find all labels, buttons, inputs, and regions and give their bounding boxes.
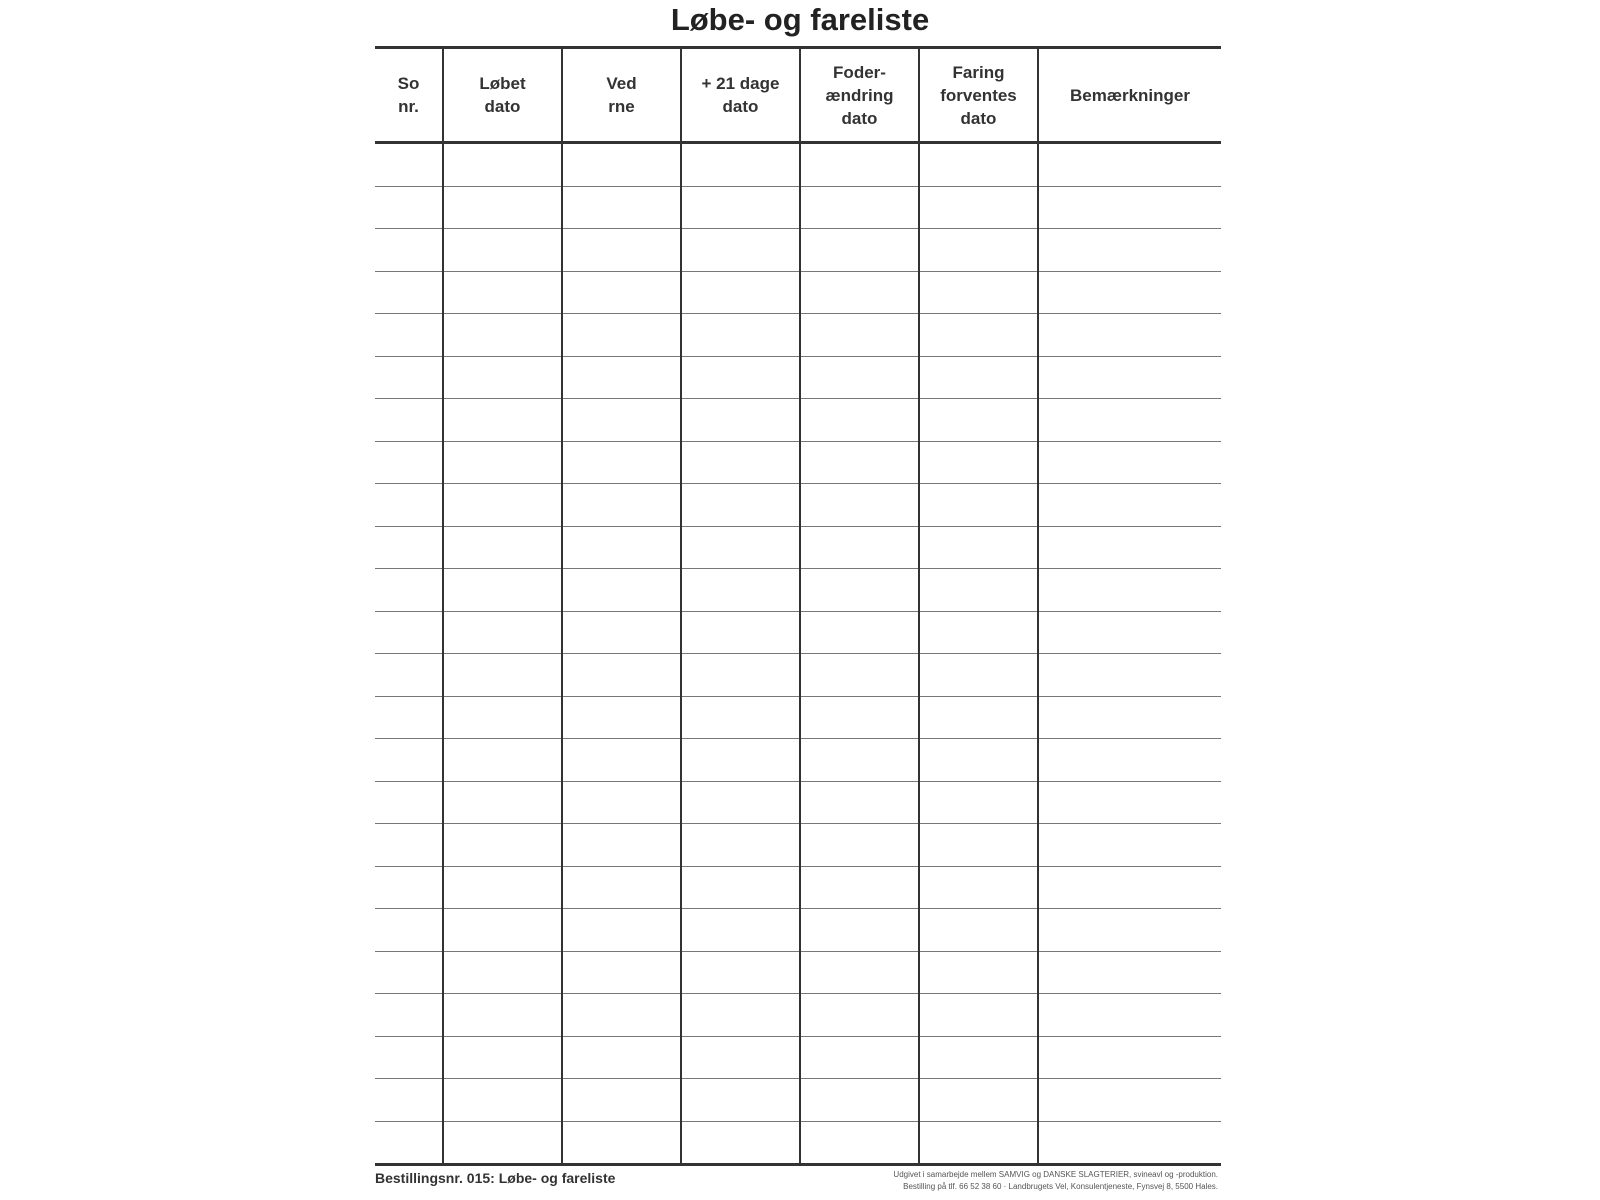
entry-cell[interactable] [919, 866, 1038, 909]
entry-cell[interactable] [562, 866, 681, 909]
entry-cell[interactable] [443, 654, 562, 697]
entry-cell[interactable] [800, 526, 919, 569]
entry-cell[interactable] [375, 441, 443, 484]
entry-cell[interactable] [375, 399, 443, 442]
table-row [375, 1121, 1221, 1165]
entry-cell[interactable] [443, 229, 562, 272]
table-row [375, 441, 1221, 484]
entry-cell[interactable] [800, 143, 919, 187]
entry-cell[interactable] [443, 781, 562, 824]
entry-cell[interactable] [800, 569, 919, 612]
table-row [375, 1036, 1221, 1079]
table-row [375, 909, 1221, 952]
entry-cell[interactable] [919, 526, 1038, 569]
entry-cell[interactable] [681, 824, 800, 867]
entry-cell[interactable] [443, 526, 562, 569]
entry-cell[interactable] [800, 739, 919, 782]
entry-cell[interactable] [800, 781, 919, 824]
entry-cell[interactable] [919, 229, 1038, 272]
entry-cell[interactable] [681, 356, 800, 399]
entry-cell[interactable] [562, 1079, 681, 1122]
entry-cell[interactable] [919, 611, 1038, 654]
entry-cell[interactable] [681, 696, 800, 739]
entry-cell[interactable] [919, 356, 1038, 399]
entry-cell[interactable] [443, 186, 562, 229]
entry-cell[interactable] [562, 1036, 681, 1079]
entry-cell[interactable] [919, 951, 1038, 994]
entry-cell[interactable] [681, 441, 800, 484]
entry-cell[interactable] [919, 1079, 1038, 1122]
entry-cell[interactable] [375, 526, 443, 569]
entry-cell[interactable] [443, 569, 562, 612]
entry-cell[interactable] [1038, 569, 1221, 612]
entry-cell[interactable] [681, 484, 800, 527]
entry-cell[interactable] [562, 611, 681, 654]
entry-cell[interactable] [919, 569, 1038, 612]
entry-cell[interactable] [681, 654, 800, 697]
entry-cell[interactable] [919, 1121, 1038, 1165]
entry-cell[interactable] [1038, 866, 1221, 909]
column-header-faring-forventes-dato: Faring forventes dato [919, 49, 1038, 143]
entry-cell[interactable] [800, 484, 919, 527]
entry-cell[interactable] [681, 1079, 800, 1122]
entry-cell[interactable] [919, 696, 1038, 739]
entry-cell[interactable] [562, 526, 681, 569]
entry-cell[interactable] [375, 951, 443, 994]
entry-cell[interactable] [800, 909, 919, 952]
entry-cell[interactable] [919, 909, 1038, 952]
entry-cell[interactable] [681, 611, 800, 654]
column-header-foderaendring-dato: Foder- ændring dato [800, 49, 919, 143]
entry-cell[interactable] [375, 994, 443, 1037]
entry-cell[interactable] [375, 909, 443, 952]
entry-cell[interactable] [1038, 186, 1221, 229]
entry-cell[interactable] [375, 186, 443, 229]
column-header-bemaerkninger: Bemærkninger [1038, 49, 1221, 143]
breeding-table [375, 49, 1221, 1166]
entry-cell[interactable] [562, 951, 681, 994]
entry-cell[interactable] [800, 994, 919, 1037]
entry-cell[interactable] [1038, 314, 1221, 357]
entry-cell[interactable] [681, 909, 800, 952]
entry-cell[interactable] [443, 441, 562, 484]
entry-cell[interactable] [800, 229, 919, 272]
entry-cell[interactable] [562, 229, 681, 272]
table-row [375, 186, 1221, 229]
entry-cell[interactable] [443, 143, 562, 187]
entry-cell[interactable] [443, 1121, 562, 1165]
entry-cell[interactable] [1038, 909, 1221, 952]
entry-cell[interactable] [375, 654, 443, 697]
entry-cell[interactable] [800, 356, 919, 399]
entry-cell[interactable] [919, 441, 1038, 484]
entry-cell[interactable] [1038, 1036, 1221, 1079]
entry-cell[interactable] [375, 143, 443, 187]
entry-cell[interactable] [375, 739, 443, 782]
entry-cell[interactable] [562, 1121, 681, 1165]
entry-cell[interactable] [800, 611, 919, 654]
table-row [375, 824, 1221, 867]
entry-cell[interactable] [443, 1036, 562, 1079]
entry-cell[interactable] [375, 1079, 443, 1122]
entry-cell[interactable] [800, 696, 919, 739]
entry-cell[interactable] [375, 356, 443, 399]
entry-cell[interactable] [800, 866, 919, 909]
entry-cell[interactable] [562, 824, 681, 867]
entry-cell[interactable] [375, 866, 443, 909]
entry-cell[interactable] [562, 271, 681, 314]
entry-cell[interactable] [681, 994, 800, 1037]
entry-cell[interactable] [919, 1036, 1038, 1079]
entry-cell[interactable] [919, 739, 1038, 782]
entry-cell[interactable] [681, 569, 800, 612]
entry-cell[interactable] [681, 866, 800, 909]
entry-cell[interactable] [919, 484, 1038, 527]
entry-cell[interactable] [800, 1121, 919, 1165]
entry-cell[interactable] [375, 1036, 443, 1079]
credit-line-2: Bestilling på tlf. 66 52 38 60 · Landbrugets Vel, Konsulentjeneste, Fynsvej 8, 5500 Hales. [903, 1182, 1218, 1191]
entry-cell[interactable] [443, 696, 562, 739]
entry-cell[interactable] [562, 909, 681, 952]
table-row [375, 951, 1221, 994]
entry-cell[interactable] [681, 951, 800, 994]
publisher-credit [740, 1169, 1218, 1193]
column-header-so-nr: So nr. [375, 49, 443, 143]
entry-cell[interactable] [562, 696, 681, 739]
entry-cell[interactable] [800, 441, 919, 484]
entry-cell[interactable] [919, 824, 1038, 867]
table-row [375, 526, 1221, 569]
entry-cell[interactable] [1038, 356, 1221, 399]
entry-cell[interactable] [562, 314, 681, 357]
column-header-ved-orne: Ved rne [562, 49, 681, 143]
table-row [375, 484, 1221, 527]
table-row [375, 696, 1221, 739]
entry-cell[interactable] [443, 356, 562, 399]
entry-cell[interactable] [919, 314, 1038, 357]
entry-cell[interactable] [1038, 271, 1221, 314]
entry-cell[interactable] [375, 1121, 443, 1165]
table-row [375, 271, 1221, 314]
table-row [375, 143, 1221, 187]
column-header-lobet-dato: Løbet dato [443, 49, 562, 143]
entry-cell[interactable] [562, 781, 681, 824]
table-row [375, 399, 1221, 442]
table-row [375, 611, 1221, 654]
entry-cell[interactable] [562, 739, 681, 782]
entry-cell[interactable] [1038, 824, 1221, 867]
entry-cell[interactable] [443, 271, 562, 314]
entry-cell[interactable] [443, 314, 562, 357]
entry-cell[interactable] [1038, 611, 1221, 654]
entry-cell[interactable] [375, 569, 443, 612]
entry-cell[interactable] [800, 271, 919, 314]
column-header-21-dage-dato: + 21 dage dato [681, 49, 800, 143]
entry-cell[interactable] [919, 654, 1038, 697]
entry-cell[interactable] [1038, 994, 1221, 1037]
entry-cell[interactable] [375, 696, 443, 739]
entry-cell[interactable] [681, 1121, 800, 1165]
entry-cell[interactable] [1038, 739, 1221, 782]
entry-cell[interactable] [562, 654, 681, 697]
entry-cell[interactable] [562, 484, 681, 527]
entry-cell[interactable] [681, 229, 800, 272]
entry-cell[interactable] [375, 611, 443, 654]
entry-cell[interactable] [800, 824, 919, 867]
entry-cell[interactable] [562, 994, 681, 1037]
entry-cell[interactable] [1038, 654, 1221, 697]
entry-cell[interactable] [562, 569, 681, 612]
entry-cell[interactable] [375, 314, 443, 357]
entry-cell[interactable] [919, 143, 1038, 187]
entry-cell[interactable] [681, 399, 800, 442]
entry-cell[interactable] [1038, 1121, 1221, 1165]
entry-cell[interactable] [1038, 1079, 1221, 1122]
entry-cell[interactable] [681, 526, 800, 569]
table-row [375, 356, 1221, 399]
entry-cell[interactable] [1038, 526, 1221, 569]
entry-cell[interactable] [800, 951, 919, 994]
entry-cell[interactable] [375, 229, 443, 272]
entry-cell[interactable] [800, 314, 919, 357]
entry-cell[interactable] [1038, 951, 1221, 994]
credit-line-1: Udgivet i samarbejde mellem SAMVIG og DANSKE SLAGTERIER, svineavl og -produktion. [893, 1170, 1218, 1179]
entry-cell[interactable] [800, 399, 919, 442]
entry-cell[interactable] [919, 994, 1038, 1037]
entry-cell[interactable] [443, 484, 562, 527]
entry-cell[interactable] [1038, 781, 1221, 824]
entry-cell[interactable] [681, 186, 800, 229]
entry-cell[interactable] [1038, 696, 1221, 739]
entry-cell[interactable] [800, 1079, 919, 1122]
entry-cell[interactable] [800, 1036, 919, 1079]
entry-cell[interactable] [681, 739, 800, 782]
entry-cell[interactable] [681, 271, 800, 314]
document-title: Løbe- og fareliste [670, 2, 930, 37]
entry-cell[interactable] [443, 399, 562, 442]
entry-cell[interactable] [375, 824, 443, 867]
table-row [375, 1079, 1221, 1122]
entry-cell[interactable] [681, 143, 800, 187]
entry-cell[interactable] [443, 739, 562, 782]
table-row [375, 654, 1221, 697]
entry-cell[interactable] [1038, 399, 1221, 442]
entry-cell[interactable] [443, 1079, 562, 1122]
entry-cell[interactable] [443, 611, 562, 654]
entry-cell[interactable] [562, 186, 681, 229]
entry-cell[interactable] [1038, 229, 1221, 272]
entry-cell[interactable] [919, 781, 1038, 824]
table-row [375, 781, 1221, 824]
table-row [375, 994, 1221, 1037]
entry-cell[interactable] [800, 186, 919, 229]
entry-cell[interactable] [1038, 441, 1221, 484]
entry-cell[interactable] [919, 186, 1038, 229]
entry-cell[interactable] [562, 356, 681, 399]
table-row [375, 739, 1221, 782]
entry-cell[interactable] [443, 824, 562, 867]
order-number: Bestillingsnr. 015: Løbe- og fareliste [375, 1170, 616, 1186]
header-row [375, 49, 1221, 143]
entry-cell[interactable] [375, 484, 443, 527]
entry-cell[interactable] [800, 654, 919, 697]
table-row [375, 866, 1221, 909]
entry-cell[interactable] [443, 951, 562, 994]
entry-cell[interactable] [681, 314, 800, 357]
entry-cell[interactable] [375, 781, 443, 824]
entry-cell[interactable] [443, 909, 562, 952]
entry-cell[interactable] [562, 143, 681, 187]
entry-cell[interactable] [1038, 484, 1221, 527]
entry-cell[interactable] [919, 271, 1038, 314]
table-body [375, 143, 1221, 1165]
entry-cell[interactable] [562, 399, 681, 442]
entry-cell[interactable] [562, 441, 681, 484]
entry-cell[interactable] [681, 1036, 800, 1079]
entry-cell[interactable] [375, 271, 443, 314]
table-row [375, 314, 1221, 357]
table-row [375, 229, 1221, 272]
entry-cell[interactable] [443, 866, 562, 909]
entry-cell[interactable] [1038, 143, 1221, 187]
table-row [375, 569, 1221, 612]
entry-cell[interactable] [443, 994, 562, 1037]
entry-cell[interactable] [919, 399, 1038, 442]
entry-cell[interactable] [681, 781, 800, 824]
